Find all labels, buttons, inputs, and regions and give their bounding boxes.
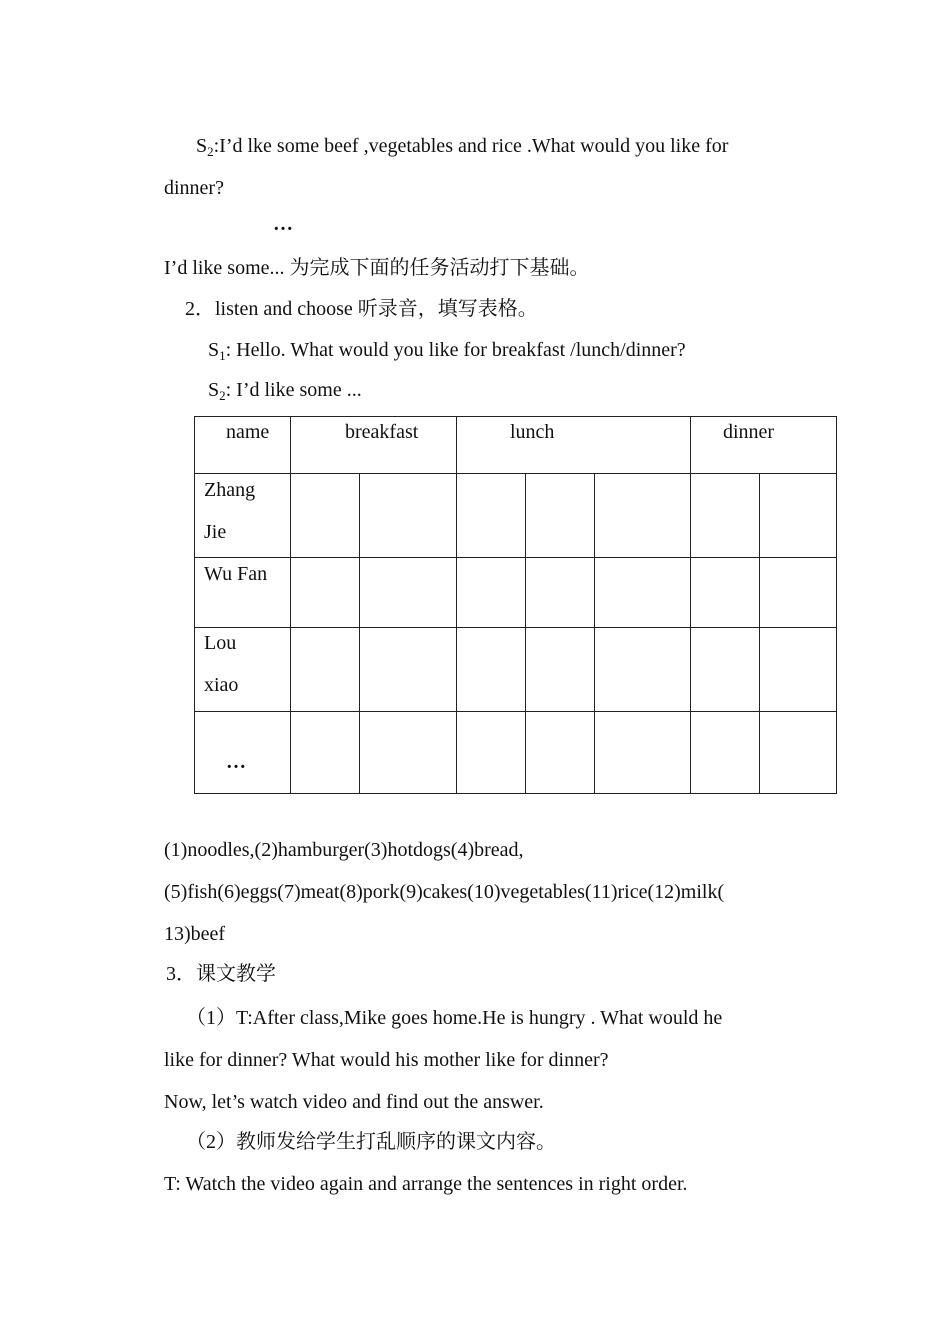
row-name-line1: Wu Fan [204, 563, 268, 585]
task2-s1-line [208, 338, 686, 362]
row-name-line1: Lou [204, 632, 237, 654]
food-list-line3: 13)beef [164, 923, 226, 945]
dialogue-continuation: dinner? [164, 177, 224, 199]
dialogue-text: : I’d like some ... [225, 379, 362, 401]
task3-heading: 3．课文教学 [166, 963, 276, 985]
row-name-line1: Zhang [204, 479, 256, 501]
dialogue-ellipsis: … [273, 213, 293, 235]
speaker-label: S [208, 339, 220, 361]
header-name: name [226, 421, 270, 443]
row-name-line2: xiao [204, 674, 239, 696]
speaker-label: S [208, 379, 220, 401]
food-list-line2: (5)fish(6)eggs(7)meat(8)pork(9)cakes(10)vegetables(11)rice(12)milk( [164, 881, 725, 903]
food-list-line1: (1)noodles,(2)hamburger(3)hotdogs(4)bread, [164, 839, 524, 861]
s2-dialogue-line [196, 134, 728, 158]
speaker-subscript: 2 [207, 144, 214, 159]
row-name-line2: Jie [204, 521, 227, 543]
header-lunch: lunch [510, 421, 555, 443]
header-breakfast: breakfast [345, 421, 419, 443]
speaker-label: S [196, 135, 208, 157]
speaker-subscript: 1 [219, 348, 226, 363]
dialogue-text: :I’d lke some beef ,vegetables and rice .What would you like for [213, 135, 729, 157]
row-name-ellipsis: … [226, 751, 246, 773]
header-dinner: dinner [723, 421, 775, 443]
task3-p1-line3: Now, let’s watch video and find out the answer. [164, 1091, 544, 1113]
task3-p1-line2: like for dinner? What would his mother like for dinner? [164, 1049, 609, 1071]
task2-s2-line [208, 378, 362, 402]
task3-p2-line1: （2）教师发给学生打乱顺序的课文内容。 [186, 1131, 556, 1153]
task2-heading: 2．listen and choose 听录音，填写表格。 [185, 298, 538, 320]
task3-p1-line1: （1）T:After class,Mike goes home.He is hungry . What would he [186, 1007, 723, 1029]
task3-p2-line2: T: Watch the video again and arrange the sentences in right order. [164, 1173, 688, 1195]
table-grid [194, 416, 837, 794]
foundation-note: I’d like some... 为完成下面的任务活动打下基础。 [164, 257, 590, 279]
meal-table [194, 416, 837, 794]
dialogue-text: : Hello. What would you like for breakfast /lunch/dinner? [225, 339, 686, 361]
speaker-subscript: 2 [219, 388, 226, 403]
